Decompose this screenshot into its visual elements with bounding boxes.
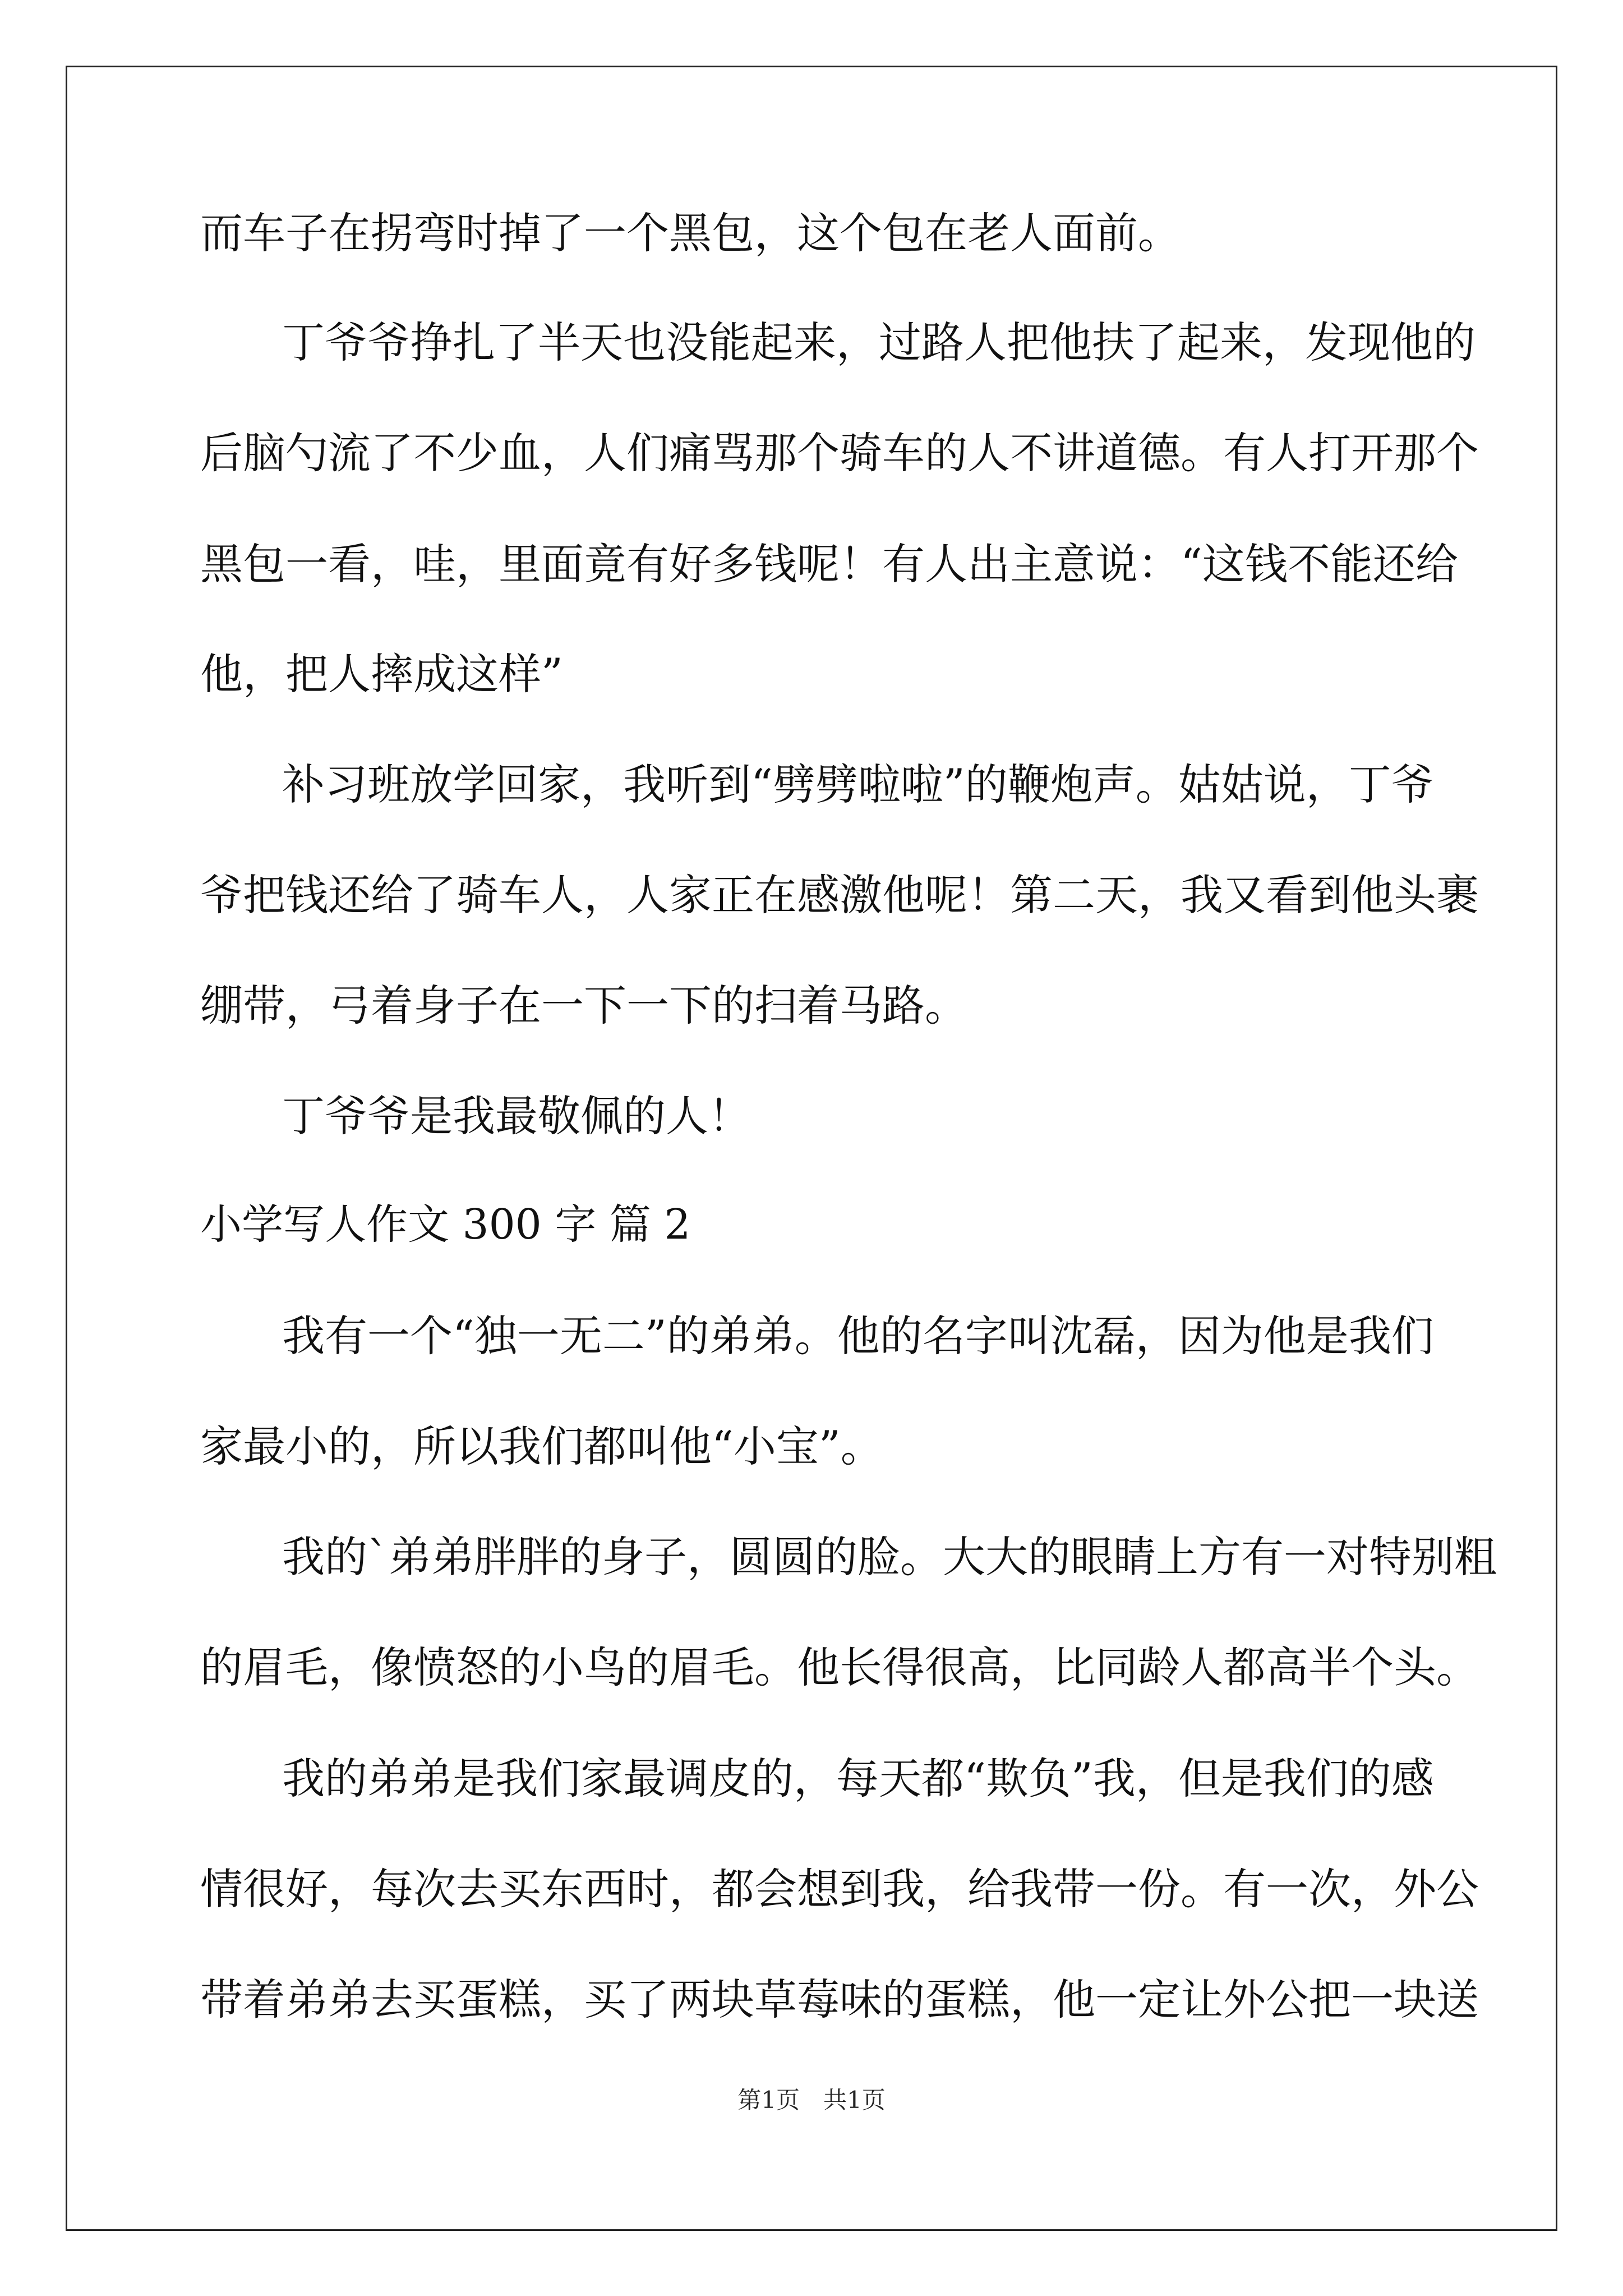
paragraph-first-line: 丁爷爷是我最敬佩的人！ (282, 1091, 751, 1141)
text-line: 他，把人摔成这样” (200, 649, 563, 699)
section-heading: 小学写人作文 300 字 篇 2 (200, 1200, 691, 1249)
text-line: 的眉毛，像愤怒的小鸟的眉毛。他长得很高，比同龄人都高半个头。 (200, 1642, 1479, 1692)
page-footer: 第1页 共1页 (737, 2086, 886, 2114)
text-line: 黑包一看，哇，里面竟有好多钱呢！有人出主意说：“这钱不能还给 (200, 539, 1458, 589)
text-line: 而车子在拐弯时掉了一个黑包，这个包在老人面前。 (200, 208, 1181, 258)
paragraph-first-line: 丁爷爷挣扎了半天也没能起来，过路人把他扶了起来，发现他的 (282, 318, 1476, 367)
paragraph-first-line: 我的弟弟是我们家最调皮的，每天都“欺负”我，但是我们的感 (282, 1754, 1434, 1803)
text-line: 后脑勺流了不少血，人们痛骂那个骑车的人不讲道德。有人打开那个 (200, 428, 1479, 478)
paragraph-first-line: 补习班放学回家，我听到“劈劈啦啦”的鞭炮声。姑姑说，丁爷 (282, 760, 1434, 809)
text-line: 带着弟弟去买蛋糕，买了两块草莓味的蛋糕，他一定让外公把一块送 (200, 1975, 1479, 2024)
paragraph-first-line: 我的`弟弟胖胖的身子，圆圆的脸。大大的眼睛上方有一对特别粗 (282, 1532, 1497, 1582)
text-line: 绷带，弓着身子在一下一下的扫着马路。 (200, 981, 967, 1030)
text-line: 爷把钱还给了骑车人，人家正在感激他呢！第二天，我又看到他头裹 (200, 870, 1479, 920)
text-line: 情很好，每次去买东西时，都会想到我，给我带一份。有一次，外公 (200, 1864, 1479, 1914)
paragraph-first-line: 我有一个“独一无二”的弟弟。他的名字叫沈磊，因为他是我们 (282, 1311, 1434, 1361)
text-line: 家最小的，所以我们都叫他“小宝”。 (200, 1421, 883, 1471)
